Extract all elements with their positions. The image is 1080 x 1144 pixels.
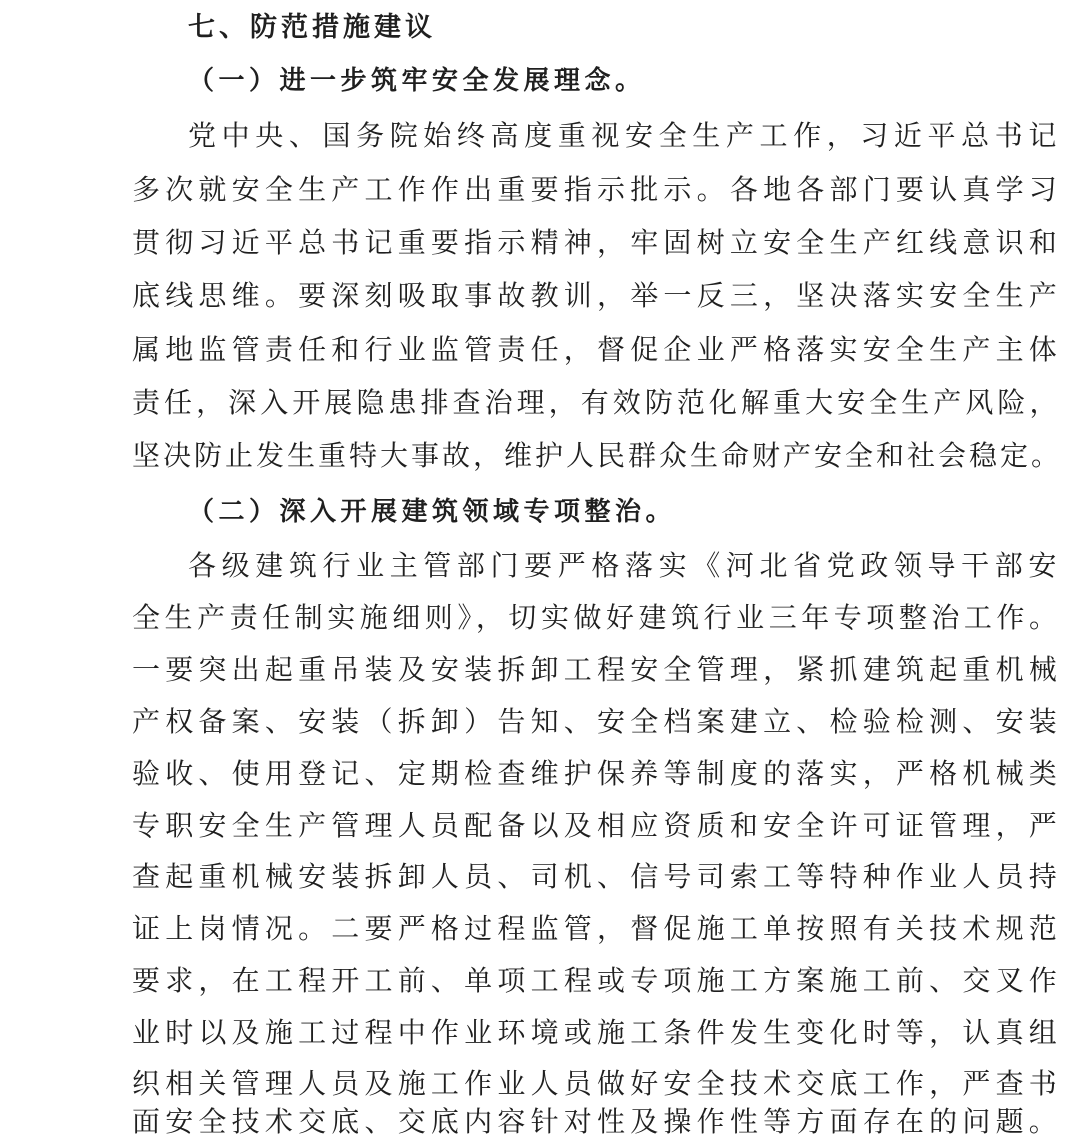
paragraph-1-line-6: 责任，深入开展隐患排查治理，有效防范化解重大安全生产风险， <box>132 386 1062 419</box>
paragraph-1-line-5: 属地监管责任和行业监管责任，督促企业严格落实安全生产主体 <box>132 333 1063 366</box>
paragraph-2-line-7: 查起重机械安装拆卸人员、司机、信号司索工等特种作业人员持 <box>132 860 1063 893</box>
paragraph-2-line-1: 各级建筑行业主管部门要严格落实《河北省党政领导干部安 <box>188 549 1063 582</box>
section-heading: 七、防范措施建议 <box>188 12 436 43</box>
paragraph-2-line-12: 面安全技术交底、交底内容针对性及操作性等方面存在的问题。 <box>132 1105 1063 1138</box>
paragraph-2-line-5: 验收、使用登记、定期检查维护保养等制度的落实，严格机械类 <box>132 757 1063 790</box>
paragraph-2-line-2: 全生产责任制实施细则》，切实做好建筑行业三年专项整治工作。 <box>132 601 1062 634</box>
paragraph-1-line-3: 贯彻习近平总书记重要指示精神，牢固树立安全生产红线意识和 <box>132 226 1063 259</box>
paragraph-1-line-2: 多次就安全生产工作作出重要指示批示。各地各部门要认真学习 <box>132 173 1063 206</box>
paragraph-2-line-4: 产权备案、安装（拆卸）告知、安全档案建立、检验检测、安装 <box>132 705 1063 738</box>
paragraph-2-line-6: 专职安全生产管理人员配备以及相应资质和安全许可证管理，严 <box>132 809 1063 842</box>
paragraph-1-line-7: 坚决防止发生重特大事故，维护人民群众生命财产安全和社会稳定。 <box>132 439 1063 472</box>
paragraph-1-line-4: 底线思维。要深刻吸取事故教训，举一反三，坚决落实安全生产 <box>132 279 1063 312</box>
paragraph-2-line-9: 要求，在工程开工前、单项工程或专项施工方案施工前、交叉作 <box>132 964 1063 997</box>
paragraph-2-line-8: 证上岗情况。二要严格过程监管，督促施工单按照有关技术规范 <box>132 912 1063 945</box>
paragraph-2-line-10: 业时以及施工过程中作业环境或施工条件发生变化时等，认真组 <box>132 1016 1063 1049</box>
paragraph-2-line-11: 织相关管理人员及施工作业人员做好安全技术交底工作，严查书 <box>132 1067 1063 1100</box>
subsection-1-heading: （一）进一步筑牢安全发展理念。 <box>188 66 646 96</box>
paragraph-1-line-1: 党中央、国务院始终高度重视安全生产工作，习近平总书记 <box>188 119 1063 152</box>
paragraph-2-line-3: 一要突出起重吊装及安装拆卸工程安全管理，紧抓建筑起重机械 <box>132 653 1063 686</box>
subsection-2-heading: （二）深入开展建筑领域专项整治。 <box>188 497 677 527</box>
